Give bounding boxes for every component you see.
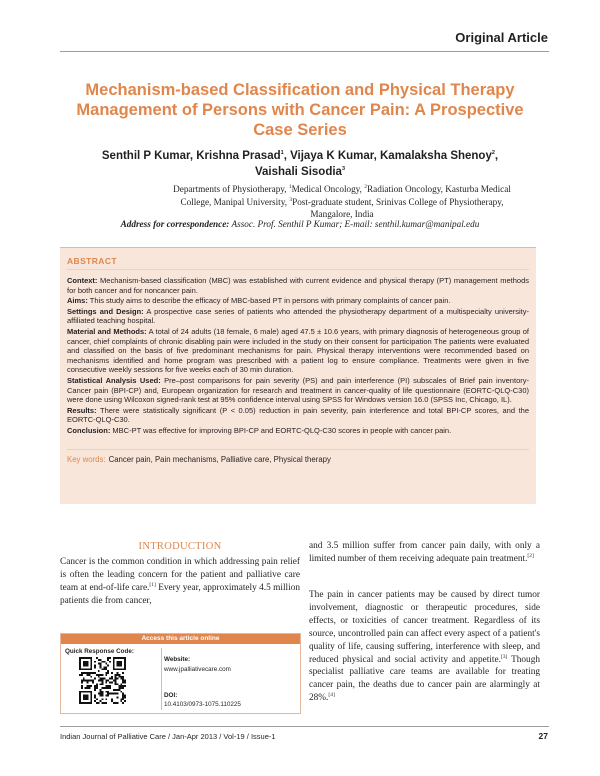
abstract-conclusion bbox=[67, 426, 529, 436]
affil-mark: 2 bbox=[364, 183, 368, 190]
abstract-methods bbox=[67, 327, 529, 375]
section-text: Pre–post comparisons for pain severity (PS) and pain interference (PI) subscales of Brief pain inventory-Cancer pain (BPI-CP) and, European organization for research and treatment in cancer-quality of life questionnaire (EORTC-QLQ-C30) were done using Wilcoxon signed-rank test at 95% confidence interval using SPSS for Windows version 16.0 (SPSS Inc, Chicago, IL). bbox=[67, 375, 529, 405]
author-affil-mark: 1 bbox=[280, 150, 284, 157]
author-name: , Vijaya K Kumar, Kamalaksha Shenoy bbox=[283, 150, 492, 162]
doi-label: DOI: bbox=[164, 692, 178, 699]
citation-ref[interactable]: [1] bbox=[149, 581, 156, 588]
access-box-divider bbox=[161, 648, 162, 710]
author-list bbox=[70, 148, 530, 180]
section-text: A total of 24 adults (18 female, 6 male) aged 47.5 ± 10.6 years, with primary diagnosis of heterogeneous group of cancer, chief complaints of chronic disabling pain were included in the study on their consent for participation The patients were evaluated and classified on the basis of five predominant mechanisms for pain. Physical therapy interventions were recommended based on mechanisms identified and home program was prescribed with a patient log to ensure compliance. Treatments were given in five consecutive weekly sessions for five weeks each of 30 min duration. bbox=[67, 326, 529, 375]
author-name: Vaishali Sisodia bbox=[255, 166, 342, 178]
author-name: Krishna Prasad bbox=[196, 150, 281, 162]
section-label: Material and Methods: bbox=[67, 326, 147, 336]
header-divider bbox=[60, 51, 549, 52]
affil-mark: 1 bbox=[288, 183, 292, 190]
affiliation-text: Post-graduate student, Srinivas College of Physiotherapy, Mangalore, India bbox=[292, 196, 504, 219]
abstract-results bbox=[67, 406, 529, 425]
introduction-heading: INTRODUCTION bbox=[138, 541, 222, 552]
page-number: 27 bbox=[538, 731, 548, 741]
paragraph-text: Every year, approximately 4.5 million patients die from cancer, bbox=[60, 582, 300, 606]
doi-link[interactable]: 10.4103/0973-1075.110225 bbox=[164, 701, 241, 708]
section-label: Results: bbox=[67, 405, 97, 415]
section-label: Settings and Design: bbox=[67, 306, 144, 316]
section-text: There were statistically significant (P < 0.05) reduction in pain severity, pain interference and total BPI-CP scores, and the EORTC-QLQ-C30. bbox=[67, 405, 529, 425]
keywords-list: Cancer pain, Pain mechanisms, Palliative care, Physical therapy bbox=[108, 454, 331, 464]
author-separator: , bbox=[494, 150, 499, 162]
affiliation-text: Radiation Oncology, Kasturba Medical College, Manipal University, bbox=[180, 184, 511, 207]
author-name: Senthil P Kumar, bbox=[101, 150, 197, 162]
qr-code[interactable] bbox=[79, 657, 126, 704]
section-text: This study aims to describe the efficacy of MBC-based PT in persons with primary complaints of cancer pain. bbox=[87, 296, 451, 306]
article-type-label: Original Article bbox=[455, 30, 548, 45]
citation-ref[interactable]: [3] bbox=[500, 653, 508, 660]
abstract-heading: ABSTRACT bbox=[67, 256, 529, 270]
section-text: MBC-PT was effective for improving BPI-CP and EORTC-QLQ-C30 scores in people with cancer pain. bbox=[110, 425, 452, 435]
citation-ref[interactable]: [2] bbox=[527, 552, 534, 559]
intro-paragraph bbox=[60, 556, 300, 608]
access-article-box bbox=[60, 633, 301, 714]
website-link[interactable]: www.jpalliativecare.com bbox=[164, 666, 231, 673]
section-label: Statistical Analysis Used: bbox=[67, 375, 161, 385]
abstract-context bbox=[67, 276, 529, 295]
abstract-settings bbox=[67, 307, 529, 326]
affiliation-text: Departments of Physiotherapy, bbox=[173, 184, 289, 194]
author-affil-mark: 2 bbox=[491, 150, 495, 157]
abstract-sections bbox=[67, 276, 529, 436]
website-label: Website: bbox=[164, 656, 191, 663]
section-text: Mechanism-based classification (MBC) was established with current evidence and physical therapy (PT) management methods for both cancer and for noncancer pain. bbox=[67, 276, 529, 295]
keywords bbox=[67, 449, 529, 464]
journal-citation: Indian Journal of Palliative Care / Jan-Apr 2013 / Vol-19 / Issue-1 bbox=[60, 732, 276, 741]
abstract-box bbox=[60, 247, 536, 504]
correspondence-label: Address for correspondence: bbox=[120, 219, 230, 229]
author-line-2 bbox=[70, 164, 530, 180]
affil-mark: 3 bbox=[289, 196, 293, 203]
section-text: A prospective case series of patients who attended the physiotherapy department of a multispecialty university-affiliated teaching hospital. bbox=[67, 306, 529, 326]
paragraph-text: Cancer is the common condition in which addressing pain relief is often the leading concern for the patient and palliative care team at end-of-life care. bbox=[60, 557, 300, 593]
keywords-label: Key words: bbox=[67, 454, 106, 464]
access-box-title: Access this article online bbox=[61, 634, 300, 644]
qr-code-label: Quick Response Code: bbox=[65, 648, 134, 655]
section-label: Aims: bbox=[67, 296, 88, 306]
affiliation-text: Medical Oncology, bbox=[291, 184, 365, 194]
column2-paragraph-1 bbox=[309, 540, 540, 566]
correspondence-text: Assoc. Prof. Senthil P Kumar; E-mail: senthil.kumar@manipal.edu bbox=[229, 219, 480, 229]
abstract-statistics bbox=[67, 376, 529, 405]
footer-divider bbox=[60, 726, 549, 727]
section-label: Context: bbox=[67, 276, 98, 285]
article-title: Mechanism-based Classification and Physical Therapy Management of Persons with Cancer Pain: A Prospective Case Series bbox=[76, 81, 524, 139]
correspondence bbox=[70, 219, 530, 229]
paragraph-text: and 3.5 million suffer from cancer pain daily, with only a limited number of them receiving adequate pain treatment. bbox=[309, 541, 540, 564]
affiliations bbox=[172, 183, 512, 221]
author-affil-mark: 3 bbox=[341, 166, 345, 173]
paragraph-text: Though specialist palliative care teams are available for treating cancer pain, the deaths due to cancer pain are alarmingly at 28%. bbox=[309, 654, 541, 704]
section-label: Conclusion: bbox=[67, 425, 111, 435]
citation-ref[interactable]: [4] bbox=[328, 692, 335, 699]
abstract-aims bbox=[67, 296, 529, 306]
column2-paragraph-2 bbox=[309, 589, 540, 705]
author-line-1 bbox=[70, 148, 530, 164]
paragraph-text: The pain in cancer patients may be caused by direct tumor involvement, diagnostic or therapeutic procedures, side effects, or toxicities of cancer treatment. Regardless of its source, uncontrolled pain can affect every aspect of a patient's quality of life, causing suffering, interference with sleep, and reduced physical and social activity and appetite. bbox=[309, 590, 540, 665]
